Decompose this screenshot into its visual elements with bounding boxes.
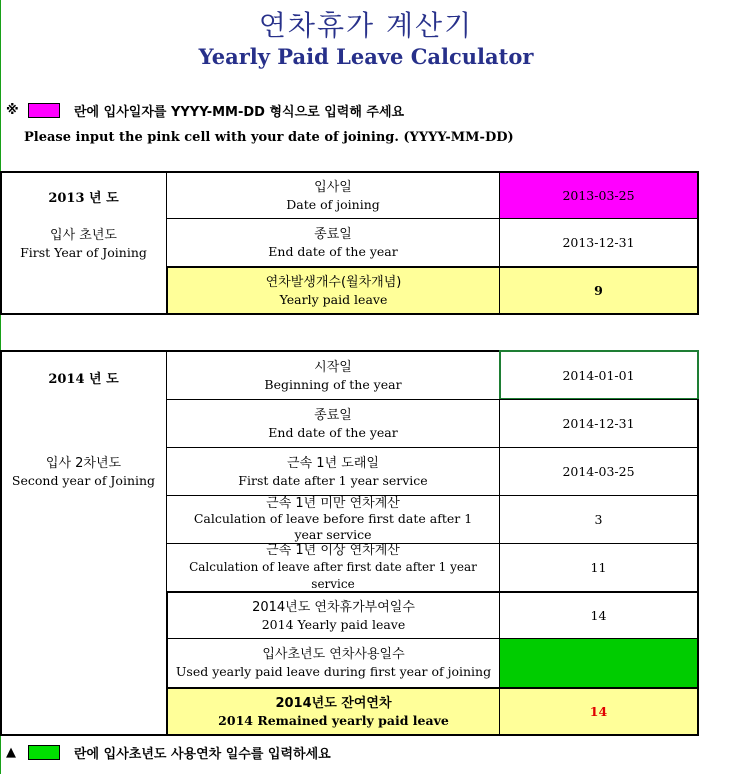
s2-after-calc-value: 11 — [590, 560, 607, 575]
s2-before-calc-value: 3 — [594, 512, 603, 527]
s1-label-end-en: End date of the year — [268, 243, 398, 259]
section1-sub-ko: 입사 초년도 — [50, 228, 117, 243]
s1-end-date-cell[interactable] — [499, 218, 699, 267]
s1-label-joining-ko: 입사일 — [314, 179, 352, 195]
instruction-pink — [6, 100, 404, 120]
section1-year-sub — [0, 227, 167, 261]
s2-label-end-en: End date of the year — [268, 424, 398, 440]
s2-label-after-calc-en: Calculation of leave after first date after 1 year service — [189, 560, 477, 591]
s2-label-before-calc[interactable] — [166, 495, 500, 544]
instruction-english: Please input the pink cell with your date of joining. (YYYY-MM-DD) — [24, 130, 514, 145]
triangle-mark: ▲ — [6, 744, 16, 760]
s1-leave-cell[interactable] — [499, 266, 699, 315]
s1-label-end[interactable] — [166, 218, 500, 267]
s2-label-used-en: Used yearly paid leave during first year of joining — [175, 664, 492, 679]
s2-label-remained-en: 2014 Remained yearly paid leave — [218, 712, 449, 728]
joining-date-input[interactable] — [499, 171, 699, 219]
s2-granted-cell[interactable] — [499, 591, 699, 639]
s2-label-begin-en: Beginning of the year — [264, 376, 402, 392]
section2-year-block[interactable] — [0, 350, 167, 736]
s2-label-granted[interactable] — [166, 591, 500, 639]
s2-begin-date-value: 2014-01-01 — [562, 368, 635, 383]
section1-year-label: 2013 년 도 — [48, 191, 119, 206]
s2-label-begin[interactable] — [166, 350, 500, 400]
section2-sub-en: Second year of Joining — [11, 473, 156, 488]
instruction-pink-text: 란에 입사일자를 YYYY-MM-DD 형식으로 입력해 주세요 — [74, 104, 405, 120]
joining-date-value: 2013-03-25 — [562, 188, 635, 203]
used-leave-input[interactable] — [499, 638, 699, 688]
s2-granted-value: 14 — [590, 608, 607, 623]
section1-sub-en: First Year of Joining — [20, 245, 147, 260]
s2-label-end[interactable] — [166, 399, 500, 448]
s2-label-granted-ko: 2014년도 연차휴가부여일수 — [252, 599, 415, 615]
s2-anniversary-value: 2014-03-25 — [562, 464, 635, 479]
s2-end-date-value: 2014-12-31 — [562, 416, 635, 431]
s2-label-before-calc-en: Calculation of leave before first date after 1 year service — [193, 511, 473, 542]
s2-label-used[interactable] — [166, 638, 500, 688]
s2-label-after-calc[interactable] — [166, 543, 500, 592]
s2-label-remained[interactable] — [166, 687, 500, 736]
section2-year-sub — [0, 455, 167, 489]
s1-end-date-value: 2013-12-31 — [562, 235, 635, 250]
s2-before-calc-cell[interactable] — [499, 495, 699, 544]
s1-label-leave-en: Yearly paid leave — [279, 291, 388, 307]
s2-label-before-calc-ko: 근속 1년 미만 연차계산 — [266, 496, 400, 511]
instruction-green — [6, 742, 331, 762]
s2-label-used-ko: 입사초년도 연차사용일수 — [262, 647, 405, 662]
s1-leave-value: 9 — [594, 283, 603, 298]
s2-label-remained-ko: 2014년도 잔여연차 — [275, 695, 392, 711]
s1-label-leave-ko: 연차발생개수(월차개념) — [265, 274, 402, 290]
s2-end-date-cell[interactable] — [499, 399, 699, 448]
s2-anniversary-cell[interactable] — [499, 447, 699, 496]
s1-label-leave[interactable] — [166, 266, 500, 315]
s1-label-end-ko: 종료일 — [314, 226, 352, 242]
section2-year-label: 2014 년 도 — [48, 372, 119, 387]
s2-remained-value: 14 — [589, 704, 608, 719]
s2-label-anniversary-ko: 근속 1년 도래일 — [287, 455, 379, 471]
title-english: Yearly Paid Leave Calculator — [198, 44, 534, 69]
s2-label-begin-ko: 시작일 — [314, 359, 352, 375]
instruction-green-text: 란에 입사초년도 사용연차 일수를 입력하세요 — [74, 746, 331, 762]
title-korean: 연차휴가 계산기 — [258, 9, 474, 42]
pink-swatch — [28, 103, 60, 118]
s1-label-joining[interactable] — [166, 171, 500, 219]
s2-label-anniversary[interactable] — [166, 447, 500, 496]
s1-label-joining-en: Date of joining — [286, 196, 380, 212]
s2-label-anniversary-en: First date after 1 year service — [238, 472, 428, 488]
reference-mark: ※ — [6, 102, 19, 118]
green-swatch — [28, 745, 60, 760]
s2-after-calc-cell[interactable] — [499, 543, 699, 592]
section2-sub-ko: 입사 2차년도 — [45, 456, 122, 471]
s2-label-granted-en: 2014 Yearly paid leave — [261, 616, 406, 632]
s2-remained-cell[interactable] — [499, 687, 699, 736]
s2-label-after-calc-ko: 근속 1년 이상 연차계산 — [266, 543, 400, 558]
s2-label-end-ko: 종료일 — [314, 407, 352, 423]
s2-begin-date-cell[interactable] — [499, 350, 699, 400]
